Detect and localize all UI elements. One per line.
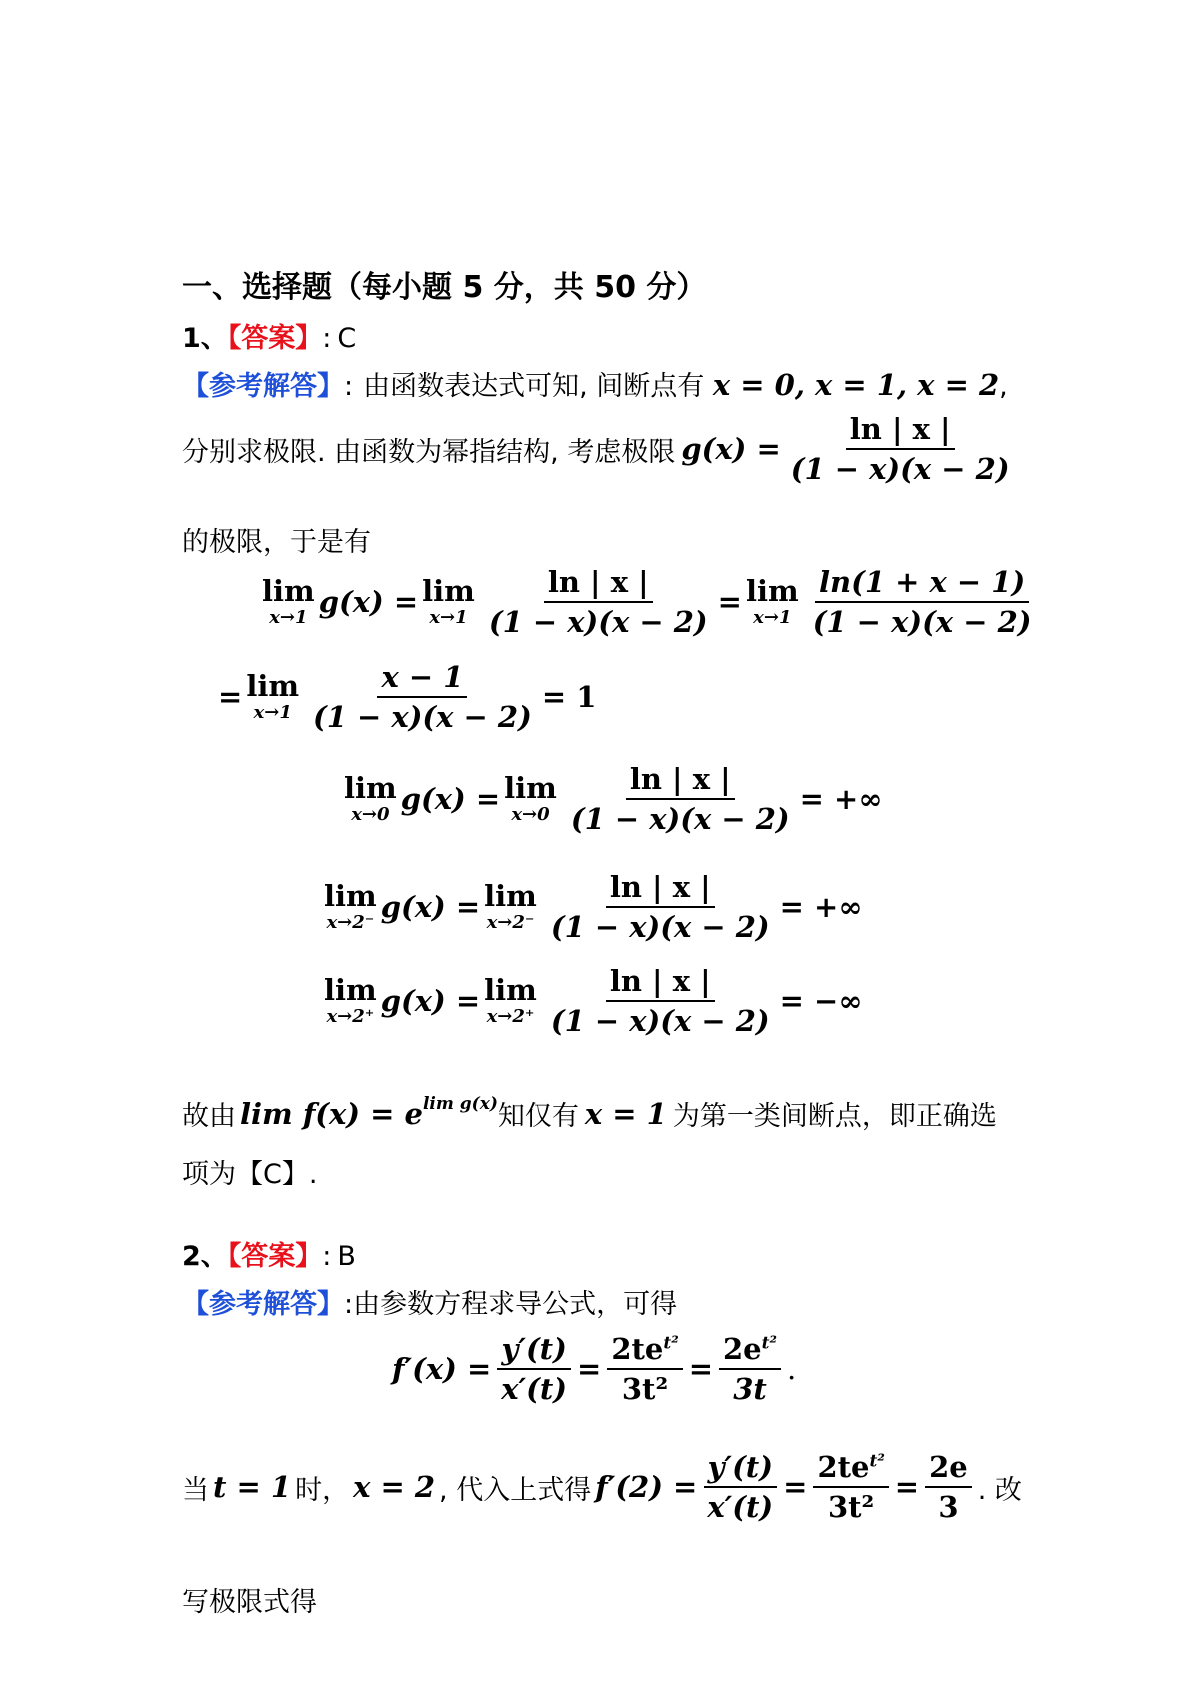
eq5-result: = −∞: [779, 984, 863, 1018]
eq5-lim: [324, 975, 377, 1027]
eq5-g: g(x) =: [380, 984, 481, 1018]
q2-answer-sep: :: [322, 1241, 332, 1272]
q2-solution-tag: 【参考解答】: [182, 1289, 344, 1320]
eq1-frac1: [485, 565, 712, 639]
q1-g-lhs: g(x) =: [681, 432, 781, 466]
q2-eq-equals2: =: [688, 1352, 713, 1386]
q2-line2-a: 当: [182, 1474, 209, 1506]
q1-eq5: [320, 964, 863, 1038]
q2-answer-value: B: [337, 1241, 356, 1272]
eq4-g: g(x) =: [380, 890, 481, 924]
q2-line2-end: . 改: [977, 1474, 1022, 1506]
eq1-lim-text: lim: [262, 574, 315, 609]
q1-number: 1、: [182, 323, 228, 354]
eq4-lim-sub: x→2⁻: [326, 912, 375, 934]
q2-eq-frac3-den: 3t: [733, 1372, 767, 1406]
eq1-equals: =: [717, 585, 742, 619]
q1-answer-value: C: [337, 323, 357, 354]
eq1-lim2-text: lim: [422, 574, 475, 609]
eq1-lim2-sub: x→1: [429, 607, 468, 629]
q2-solution-sep: :: [344, 1289, 354, 1320]
q2-eq-frac2-num: [607, 1332, 682, 1370]
q1-g-definition: [182, 412, 1020, 486]
eq5-frac-num: ln | x |: [606, 964, 715, 1002]
eq1-lim3-text: lim: [745, 574, 799, 609]
eq3-lim-sub: x→0: [351, 804, 390, 826]
q1-concl-end: 为第一类间断点，即正确选: [672, 1101, 997, 1132]
eq1-g: g(x) =: [318, 585, 419, 619]
q1-concl-prefix: 故由: [182, 1101, 236, 1132]
eq2-lim: [246, 671, 299, 723]
q1-g-denominator: (1 − x)(x − 2): [790, 452, 1010, 486]
q1-text1-end: ,: [999, 371, 1008, 402]
eq3-frac-den: (1 − x)(x − 2): [570, 802, 790, 836]
eq4-lim2: [484, 881, 537, 933]
eq4-frac-den: (1 − x)(x − 2): [550, 910, 770, 944]
q2-eq-lhs: f′(x) =: [392, 1352, 492, 1386]
eq4-lim2-sub: x→2⁻: [486, 912, 535, 934]
eq5-frac-den: (1 − x)(x − 2): [550, 1004, 770, 1038]
q1-solution-line1: [182, 364, 1008, 403]
q2-line2-frac3-num: 2e: [925, 1450, 972, 1488]
q2-answer-tag: 【答案】: [227, 1241, 323, 1272]
q1-answer-line: [182, 316, 356, 355]
q2-answer-line: [182, 1234, 356, 1273]
q1-concl-formula: lim f(x) = e: [240, 1096, 423, 1131]
eq3-lim2-sub: x→0: [511, 804, 550, 826]
eq4-result: = +∞: [779, 890, 863, 924]
q1-answer-tag: 【答案】: [227, 323, 323, 354]
eq5-lim-text: lim: [324, 973, 377, 1008]
q2-line2-equals2: =: [894, 1470, 920, 1504]
eq3-lim-text: lim: [344, 771, 397, 806]
q1-solution-sep: :: [344, 371, 354, 402]
q1-concl-mid: 知仅有: [497, 1101, 579, 1132]
q2-eq-frac3-num-text: 2e: [723, 1332, 762, 1366]
eq4-lim-text: lim: [324, 879, 377, 914]
eq2-lead: =: [218, 680, 243, 714]
q2-number: 2、: [182, 1241, 228, 1272]
q2-eq-end: .: [786, 1352, 797, 1386]
eq2-lim-sub: x→1: [253, 702, 292, 724]
eq4-lim: [324, 881, 377, 933]
q1-solution-tag: 【参考解答】: [182, 371, 344, 402]
q2-line2-frac1-den: x′(t): [707, 1490, 774, 1524]
q2-eq-frac1-num: y′(t): [497, 1332, 570, 1370]
q2-line2-f: f′(2) =: [595, 1470, 698, 1504]
q2-line2-x: x = 2: [353, 1470, 436, 1504]
eq3-lim2-text: lim: [504, 771, 557, 806]
q1-g-fraction: [787, 412, 1014, 486]
eq1-frac1-den: (1 − x)(x − 2): [488, 605, 708, 639]
q2-eq: [392, 1332, 796, 1406]
eq2-frac-num: x − 1: [377, 660, 467, 698]
q2-line2-equals1: =: [783, 1470, 808, 1504]
q2-line2-frac1-num: y′(t): [704, 1450, 777, 1488]
eq1-lim3: [746, 576, 799, 628]
eq1-frac2: [809, 565, 1036, 639]
eq3-result: = +∞: [799, 782, 883, 816]
eq1-frac2-num: ln(1 + x − 1): [815, 565, 1029, 603]
q2-eq-frac2: [607, 1332, 682, 1406]
q1-conclusion-line2: 项为【C】.: [182, 1159, 318, 1190]
eq2-frac: [309, 660, 536, 734]
eq4-frac-num: ln | x |: [606, 870, 715, 908]
q1-text2: 分别求极限. 由函数为幂指结构, 考虑极限: [182, 436, 676, 468]
q2-eq-frac1: [497, 1332, 571, 1406]
q1-text3: 的极限，于是有: [182, 527, 371, 558]
q2-eq-frac3-num: [719, 1332, 781, 1370]
q2-solution-line1: [182, 1282, 677, 1321]
q2-eq-frac2-den: 3t²: [621, 1372, 669, 1406]
eq5-lim2: [484, 975, 537, 1027]
q2-line2-frac3-den: 3: [938, 1490, 959, 1524]
eq3-g: g(x) =: [400, 782, 501, 816]
eq3-frac: [567, 762, 794, 836]
eq4-lim2-text: lim: [484, 879, 537, 914]
q1-answer-sep: :: [322, 323, 332, 354]
q2-eq-frac2-num-text: 2te: [611, 1332, 664, 1366]
eq1-frac1-num: ln | x |: [544, 565, 653, 603]
q2-line2: [182, 1450, 1022, 1524]
q1-g-numerator: ln | x |: [846, 412, 955, 450]
eq1-lim3-sub: x→1: [753, 607, 792, 629]
q1-conclusion: [182, 1094, 997, 1133]
q2-line2-frac2-den: 3t²: [827, 1490, 875, 1524]
q2-line2-frac2-num-text: 2te: [817, 1450, 870, 1484]
q2-line2-frac2-sup: t²: [869, 1451, 885, 1472]
q2-eq-frac2-sup: t²: [663, 1333, 679, 1354]
q2-text1: 由参数方程求导公式，可得: [353, 1289, 678, 1320]
q1-eq1: [258, 565, 1042, 639]
eq4-frac: [547, 870, 774, 944]
eq1-frac2-den: (1 − x)(x − 2): [812, 605, 1032, 639]
q2-eq-frac3-sup: t²: [761, 1333, 777, 1354]
q2-line3: 写极限式得: [182, 1587, 317, 1618]
q2-eq-equals1: =: [577, 1352, 602, 1386]
q1-eq4: [320, 870, 863, 944]
q2-eq-frac1-den: x′(t): [501, 1372, 568, 1406]
q1-concl-x: x = 1: [584, 1096, 667, 1131]
eq2-result: = 1: [541, 680, 597, 714]
q2-line2-b: 时，: [295, 1474, 350, 1506]
eq1-lim2: [422, 576, 475, 628]
eq5-frac: [547, 964, 774, 1038]
q1-eq2: [218, 660, 596, 734]
eq2-frac-den: (1 − x)(x − 2): [313, 700, 532, 734]
q1-text1: 由函数表达式可知, 间断点有: [363, 371, 705, 402]
eq5-lim2-text: lim: [484, 973, 537, 1008]
q2-line2-t: t = 1: [213, 1470, 292, 1504]
eq3-lim2: [504, 773, 557, 825]
section-title: 一、选择题（每小题 5 分，共 50 分）: [182, 270, 707, 305]
eq2-lim-text: lim: [246, 669, 300, 704]
eq5-lim-sub: x→2⁺: [326, 1006, 375, 1028]
q1-concl-sup: lim g(x): [422, 1094, 498, 1114]
q1-eq3: [340, 762, 883, 836]
eq3-lim: [344, 773, 397, 825]
q2-line2-frac3: [925, 1450, 972, 1524]
q1-disc-points: x = 0, x = 1, x = 2: [712, 368, 1000, 402]
q2-line2-frac2: [813, 1450, 888, 1524]
q2-line2-c: , 代入上式得: [439, 1474, 592, 1506]
q2-line2-frac2-num: [813, 1450, 888, 1488]
eq1-lim-sub: x→1: [269, 607, 308, 629]
eq3-frac-num: ln | x |: [626, 762, 735, 800]
eq5-lim2-sub: x→2⁺: [486, 1006, 535, 1028]
eq1-lim: [262, 576, 315, 628]
q2-eq-frac3: [719, 1332, 781, 1406]
q2-line2-frac1: [703, 1450, 777, 1524]
